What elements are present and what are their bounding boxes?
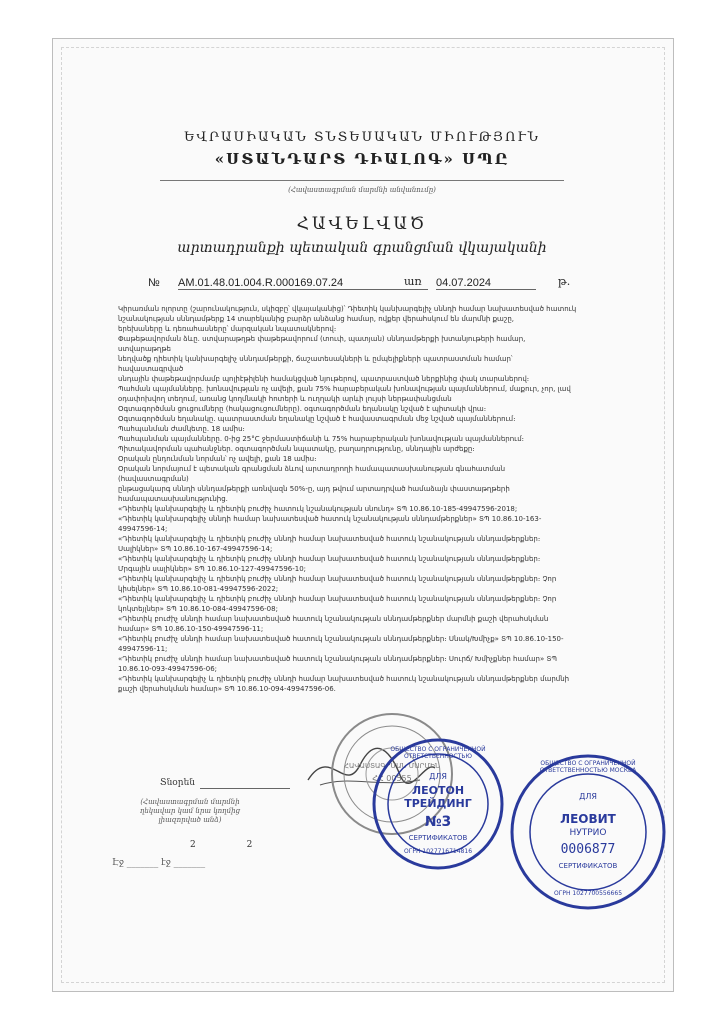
body-line: «Դիետիկ կանխարգելիչ և դիետիկ բուժիչ սննդի համար նախատեսված հատուկ նշանակության սննդամթերքներ մարմնի	[118, 675, 570, 683]
document-subtitle: արտադրանքի պետական գրանցման վկայականի	[177, 240, 547, 256]
body-line: Օգտագործման ցուցումները (հակացուցումները). օգտագործման եղանակը նշված է պիտակի վրա։	[118, 405, 487, 413]
signature-caption	[110, 798, 270, 825]
body-line: երեխաները և դեռահասները՝ մարզական նպատակներով։	[118, 325, 337, 333]
header-divider	[160, 180, 564, 181]
body-line: օդափոխվող տեղում, առանց կողմնակի հոտերի և ուղղակի արևի լույսի ներթափանցման	[118, 395, 452, 403]
stamp1-name: ЛЕОТОН ТРЕЙДИНГ	[404, 784, 472, 810]
body-line: «Դիետիկ կանխարգելիչ և դիետիկ բուժիչ սննդի համար նախատեսված հատուկ նշանակության սննդամթերքներ։ Չոր	[118, 595, 557, 603]
year-suffix: թ.	[558, 275, 571, 288]
signature-line	[200, 788, 290, 789]
page-footer: Էջ _______ էջ _______	[112, 858, 206, 868]
body-line: 49947596-14;	[118, 525, 168, 533]
document-title: ՀԱՎԵԼՎԱԾ	[296, 214, 428, 234]
certificate-date: 04.07.2024	[436, 277, 536, 290]
stamp2-number: 0006877	[560, 842, 616, 857]
stamp1-for: ДЛЯ	[429, 772, 447, 781]
stamp2-name: ЛЕОВИТ	[560, 812, 616, 826]
body-line: համար» ՏՊ 10.86.10-150-49947596-11;	[118, 625, 264, 633]
body-line: «Դիետիկ բուժիչ սննդի համար նախատեսված հատուկ նշանակության սննդամթերքներ մարմնի քաշի վերահսկման	[118, 615, 549, 623]
body-line: 49947596-11;	[118, 645, 168, 653]
body-line: «Դիետիկ բուժիչ սննդի համար նախատեսված հատուկ նշանակության սննդամթերքներ։ Սնակ/Խմիչք» ՏՊ 10.86.10-150-	[118, 635, 564, 643]
body-line: «Դիետիկ կանխարգելիչ և դիետիկ բուժիչ սննդի համար նախատեսված հատուկ նշանակության սննդամթերքներ։	[118, 555, 541, 563]
body-line: կիսելներ» ՏՊ 10.86.10-081-49947596-2022;	[118, 585, 279, 593]
signature-caption-line: լիազորված անձ)	[158, 816, 222, 824]
body-line: «Դիետիկ կանխարգելիչ և դիետիկ բուժիչ հատուկ նշանակության սնունդ» ՏՊ 10.86.10-185-49947596-2018;	[118, 505, 518, 513]
body-line: Փաթեթավորման ձևը. ստվարաթղթե փաթեթավորում (տուփ, պատյան) սննդամթերքի խտանյութերի համար, ստվարաթղթե	[118, 335, 526, 353]
body-line: «Դիետիկ կանխարգելիչ և դիետիկ բուժիչ սննդի համար նախատեսված հատուկ նշանակության սննդամթերքներ։	[118, 535, 541, 543]
stamp2-ring-text: ОБЩЕСТВО С ОГРАНИЧЕННОЙ ОТВЕТСТВЕННОСТЬЮ МОСКВА	[539, 760, 637, 774]
stamp1-cert: СЕРТИФИКАТОВ	[408, 834, 468, 842]
stamp1-number: №3	[424, 814, 452, 830]
header-caption: (Հավաստագրման մարմնի անվանումը)	[288, 186, 436, 194]
body-line: Պիտակավորման պահանջներ. օգտագործման նպատակը, բաղադրությունը, սննդային արժեքը։	[118, 445, 475, 453]
body-line: Կիրառման ոլորտը (շարունակություն, սկիզբը՝ վկայականից)՝ Դիետիկ կանխարգելիչ սննդի համար նախատեսված հատուկ նշանակության սննդամթերք 14 տարեկանից բարձր անձանց համար, ովքեր վերահսկում են մարմնի քաշը,	[118, 305, 577, 323]
signature-caption-line: ղեկավար կամ նրա կողմից	[139, 807, 241, 815]
body-line: Պահման պայմանները. խոնավության ոչ ավելի, քան 75% հարաբերական խոնավության պայմաններում, մաքուր, չոր, լավ	[118, 385, 571, 393]
date-label: առ	[404, 275, 422, 288]
body-line: Սալիկներ» ՏՊ 10.86.10-167-49947596-14;	[118, 545, 273, 553]
stamp2-for: ДЛЯ	[579, 792, 597, 801]
stamp2-ogrn: ОГРН 1027700556665	[553, 890, 623, 897]
body-line: ընթացակարգ սննդի սննդամթերքի առնվազն 50%-ը, այդ թվում արտադրված համաձայն փաստաթղթերի	[118, 485, 510, 493]
stamp1-ogrn: ОГРН 1027716714816	[403, 848, 473, 855]
certificate-body	[118, 304, 578, 694]
body-line: 10.86.10-093-49947596-06;	[118, 665, 218, 673]
stamp-mid-id: ՀՀ 00555	[372, 774, 412, 783]
body-line: Պահպանման պայմանները. 0-ից 25°C ջերմաստիճանի և 75% հարաբերական խոնավության պայմաններում։	[118, 435, 524, 443]
body-line: Պահպանման ժամկետը. 18 ամիս։	[118, 425, 245, 433]
stamp2-cert: СЕРТИФИКАТОВ	[558, 862, 618, 870]
certificate-number-line	[118, 275, 578, 295]
body-line: Օրական նորմայում է պետական գրանցման ձևով արտադրողի համապատասխանության գնահատման (հավաստագրման)	[118, 465, 506, 483]
stamp1-ring-text: ОБЩЕСТВО С ОГРАНИЧЕННОЙ ОТВЕТСТВЕННОСТЬЮ	[390, 746, 486, 760]
body-line: քաշի վերահսկման համար» ՏՊ 10.86.10-094-49947596-06.	[118, 685, 336, 693]
body-line: «Դիետիկ կանխարգելիչ և դիետիկ բուժիչ սննդի համար նախատեսված հատուկ նշանակության սննդամթերքներ։ Չոր	[118, 575, 557, 583]
header-organization: ԵՎՐԱՍԻԱԿԱՆ ՏՆՏԵՍԱԿԱՆ ՄԻՈՒԹՅՈՒՆ	[184, 130, 540, 145]
body-line: նեղվածք դիետիկ կանխարգելիչ սննդամթերքի, ճաշատեսակների և ըմպելիքների պատրաստման համար՝ հավաստագրված	[118, 355, 513, 373]
signature-caption-line: (Հավաստագրման մարմնի	[140, 798, 240, 806]
body-line: Օգտագործման եղանակը. պատրաստման եղանակը նշված է հավաստագրման մեջ նշված պայմաններում։	[118, 415, 516, 423]
header-company: «ՍՏԱՆԴԱՐՏ ԴԻԱԼՈԳ» ՍՊԸ	[214, 150, 510, 168]
body-line: «Դիետիկ կանխարգելիչ սննդի համար նախատեսված հատուկ նշանակության սննդամթերքներ» ՏՊ 10.86.10-163-	[118, 515, 542, 523]
body-line: Մրգային սալիկներ» ՏՊ 10.86.10-127-49947596-10;	[118, 565, 307, 573]
certificate-number: AM.01.48.01.004.R.000169.07.24	[178, 277, 428, 290]
leovit-nutrio-stamp	[508, 752, 668, 912]
number-label: №	[148, 277, 160, 289]
body-line: «Դիետիկ բուժիչ սննդի համար նախատեսված հատուկ նշանակության սննդամթերքներ։ Սուրճ/ Խմիչքներ համար» ՏՊ	[118, 655, 558, 663]
leoton-trading-stamp	[372, 738, 504, 870]
body-line: սնդային փաթեթավորմամբ պոլիէթիլենի համակցված նյութերով, պատրաստված ներքինից փակ տարաներով։	[118, 375, 530, 383]
body-line: համապատասխանությունից.	[118, 495, 228, 503]
stamp-mid-org: ՀԱՎԱՍՏԱԳՐՄԱՆ ՄԱՐՄԻՆ	[343, 762, 441, 770]
body-line: կոկտեյլներ» ՏՊ 10.86.10-084-49947596-08;	[118, 605, 278, 613]
body-line: Օրական ընդունման նորման՝ ոչ ավելի, քան 18 ամիս։	[118, 455, 317, 463]
stamp2-sub: НУТРИО	[569, 828, 607, 838]
signature-label: Տնօրեն	[160, 778, 195, 788]
signature-initials: 2 2	[190, 840, 277, 850]
